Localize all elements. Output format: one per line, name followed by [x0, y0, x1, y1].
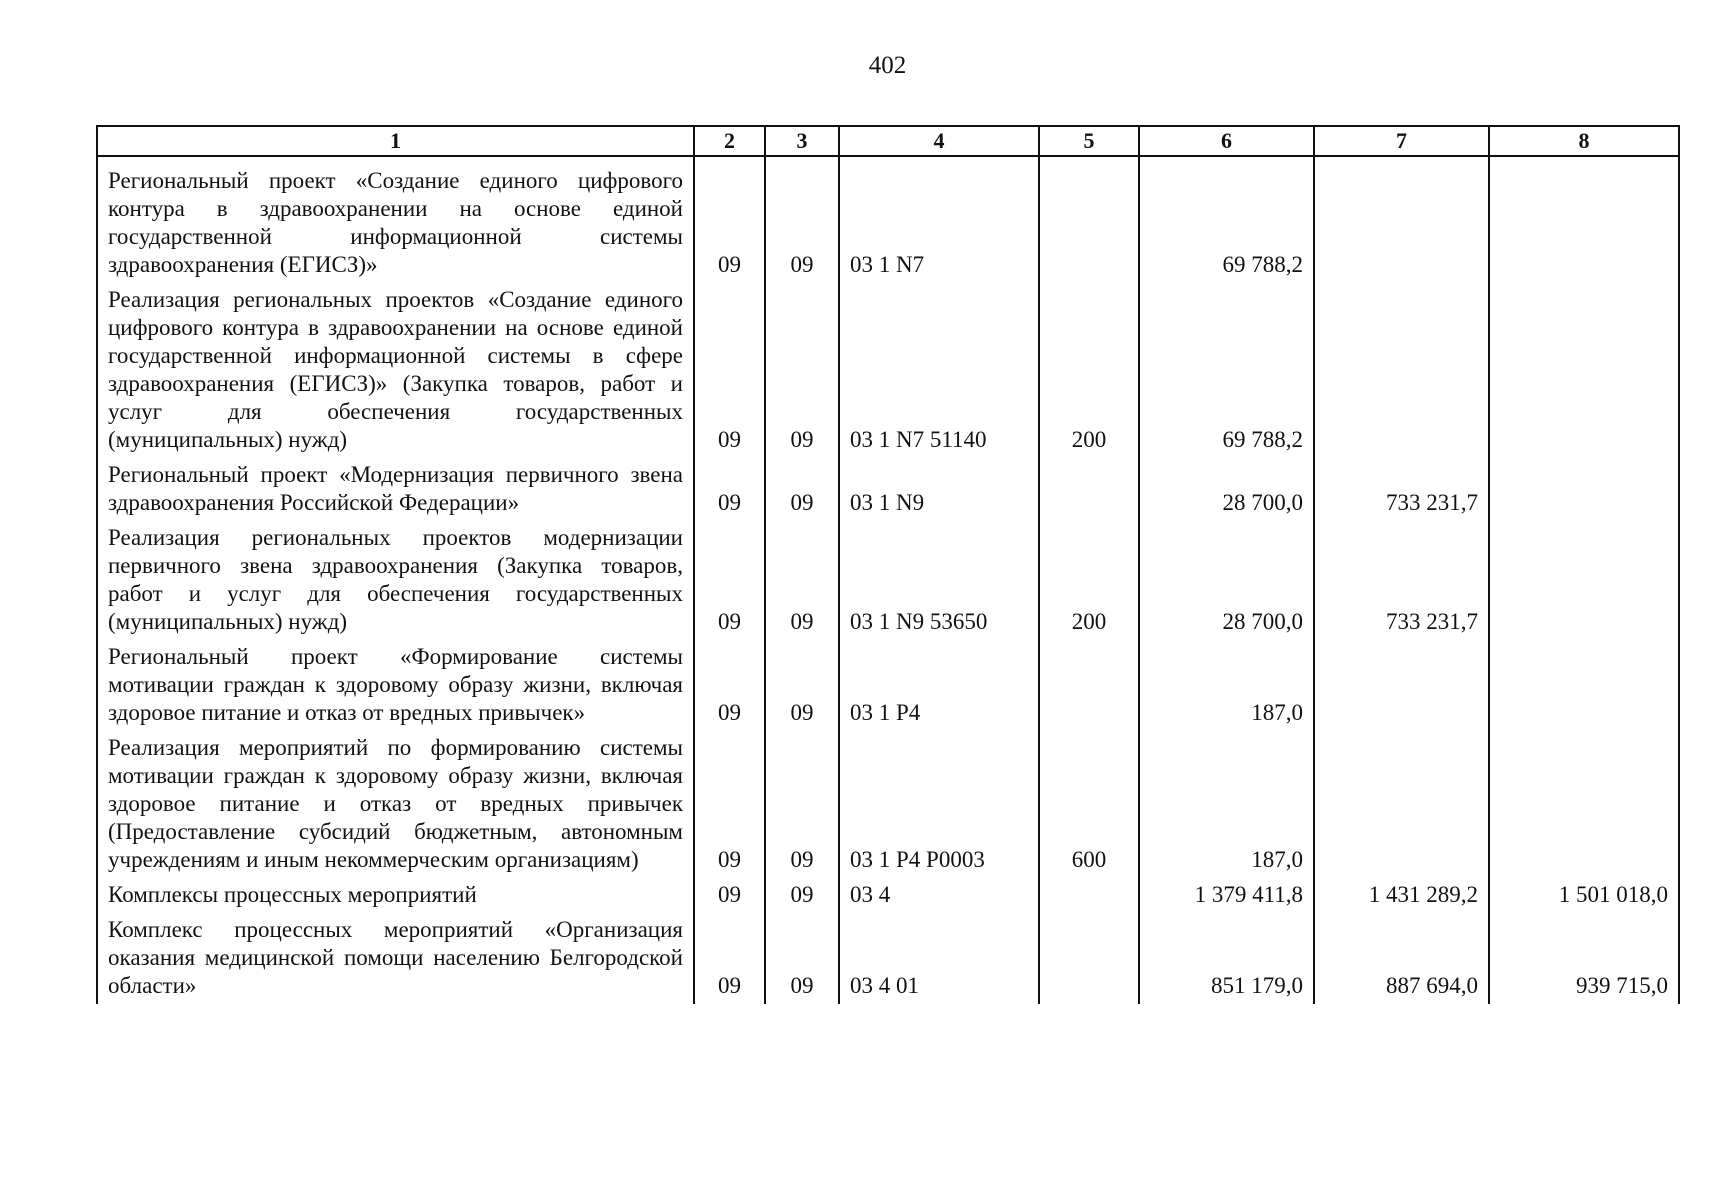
- header-col-5: 5: [1039, 126, 1139, 156]
- row-name: Комплексы процессных мероприятий: [97, 878, 694, 913]
- row-target-code: 03 1 P4 P0003: [839, 731, 1039, 878]
- table-body: [97, 156, 1679, 1004]
- row-amount-col7: 733 231,7: [1314, 521, 1489, 640]
- row-section: 09: [694, 521, 765, 640]
- row-target-code: 03 1 N9: [839, 458, 1039, 521]
- row-name: Реализация региональных проектов модернизации первичного звена здравоохранения (Закупка товаров, работ и услуг для обеспечения государственных (муниципальных) нужд): [97, 521, 694, 640]
- row-subsection: 09: [765, 458, 839, 521]
- row-amount-col7: 733 231,7: [1314, 458, 1489, 521]
- row-amount-col8: [1489, 521, 1679, 640]
- row-amount-col8: 939 715,0: [1489, 913, 1679, 1004]
- row-subsection: 09: [765, 913, 839, 1004]
- row-name: Реализация региональных проектов «Создание единого цифрового контура в здравоохранении на основе единой государственной информационной системы в сфере здравоохранения (ЕГИСЗ)» (Закупка товаров, работ и услуг для обеспечения государственных (муниципальных) нужд): [97, 283, 694, 458]
- row-name: Региональный проект «Создание единого цифрового контура в здравоохранении на основе единой государственной информационной системы здравоохранения (ЕГИСЗ)»: [97, 156, 694, 283]
- header-col-3: 3: [765, 126, 839, 156]
- row-subsection: 09: [765, 156, 839, 283]
- row-subsection: 09: [765, 283, 839, 458]
- row-amount-col7: [1314, 640, 1489, 731]
- row-expense-type: 200: [1039, 521, 1139, 640]
- row-amount-col6: 851 179,0: [1139, 913, 1314, 1004]
- row-amount-col6: 187,0: [1139, 731, 1314, 878]
- row-section: 09: [694, 913, 765, 1004]
- row-section: 09: [694, 156, 765, 283]
- row-amount-col8: [1489, 458, 1679, 521]
- row-amount-col8: [1489, 156, 1679, 283]
- row-section: 09: [694, 283, 765, 458]
- row-amount-col7: [1314, 156, 1489, 283]
- row-subsection: 09: [765, 731, 839, 878]
- row-section: 09: [694, 878, 765, 913]
- row-amount-col6: 28 700,0: [1139, 521, 1314, 640]
- row-name: Региональный проект «Формирование системы мотивации граждан к здоровому образу жизни, включая здоровое питание и отказ от вредных привычек»: [97, 640, 694, 731]
- row-expense-type: 600: [1039, 731, 1139, 878]
- row-amount-col6: 69 788,2: [1139, 156, 1314, 283]
- table-row: [97, 156, 1679, 283]
- row-amount-col6: 187,0: [1139, 640, 1314, 731]
- row-section: 09: [694, 458, 765, 521]
- table-header: [97, 126, 1679, 156]
- row-amount-col7: [1314, 731, 1489, 878]
- header-col-4: 4: [839, 126, 1039, 156]
- table-row: [97, 731, 1679, 878]
- row-target-code: 03 1 N7: [839, 156, 1039, 283]
- row-name: Региональный проект «Модернизация первичного звена здравоохранения Российской Федерации»: [97, 458, 694, 521]
- row-amount-col8: [1489, 283, 1679, 458]
- row-amount-col7: 1 431 289,2: [1314, 878, 1489, 913]
- row-amount-col7: [1314, 283, 1489, 458]
- row-amount-col8: [1489, 731, 1679, 878]
- header-row: [97, 126, 1679, 156]
- row-amount-col6: 1 379 411,8: [1139, 878, 1314, 913]
- row-amount-col6: 69 788,2: [1139, 283, 1314, 458]
- row-expense-type: [1039, 913, 1139, 1004]
- row-subsection: 09: [765, 521, 839, 640]
- header-col-7: 7: [1314, 126, 1489, 156]
- table-row: [97, 458, 1679, 521]
- table-row: [97, 521, 1679, 640]
- row-expense-type: [1039, 458, 1139, 521]
- table-row: [97, 878, 1679, 913]
- row-amount-col8: [1489, 640, 1679, 731]
- row-target-code: 03 1 N9 53650: [839, 521, 1039, 640]
- row-target-code: 03 1 P4: [839, 640, 1039, 731]
- row-name: Реализация мероприятий по формированию системы мотивации граждан к здоровому образу жизни, включая здоровое питание и отказ от вредных привычек (Предоставление субсидий бюджетным, автономным учреждениям и иным некоммерческим организациям): [97, 731, 694, 878]
- header-col-8: 8: [1489, 126, 1679, 156]
- page-number: 402: [868, 52, 907, 79]
- row-target-code: 03 4 01: [839, 913, 1039, 1004]
- header-col-1: 1: [97, 126, 694, 156]
- budget-table: [96, 125, 1680, 1004]
- table-row: [97, 640, 1679, 731]
- row-name: Комплекс процессных мероприятий «Организация оказания медицинской помощи населению Белгородской области»: [97, 913, 694, 1004]
- row-amount-col6: 28 700,0: [1139, 458, 1314, 521]
- table-row: [97, 283, 1679, 458]
- row-target-code: 03 1 N7 51140: [839, 283, 1039, 458]
- row-expense-type: [1039, 156, 1139, 283]
- row-expense-type: [1039, 878, 1139, 913]
- row-subsection: 09: [765, 878, 839, 913]
- row-expense-type: [1039, 640, 1139, 731]
- row-amount-col8: 1 501 018,0: [1489, 878, 1679, 913]
- header-col-6: 6: [1139, 126, 1314, 156]
- row-section: 09: [694, 640, 765, 731]
- header-col-2: 2: [694, 126, 765, 156]
- row-amount-col7: 887 694,0: [1314, 913, 1489, 1004]
- row-subsection: 09: [765, 640, 839, 731]
- row-expense-type: 200: [1039, 283, 1139, 458]
- row-target-code: 03 4: [839, 878, 1039, 913]
- row-section: 09: [694, 731, 765, 878]
- table-row: [97, 913, 1679, 1004]
